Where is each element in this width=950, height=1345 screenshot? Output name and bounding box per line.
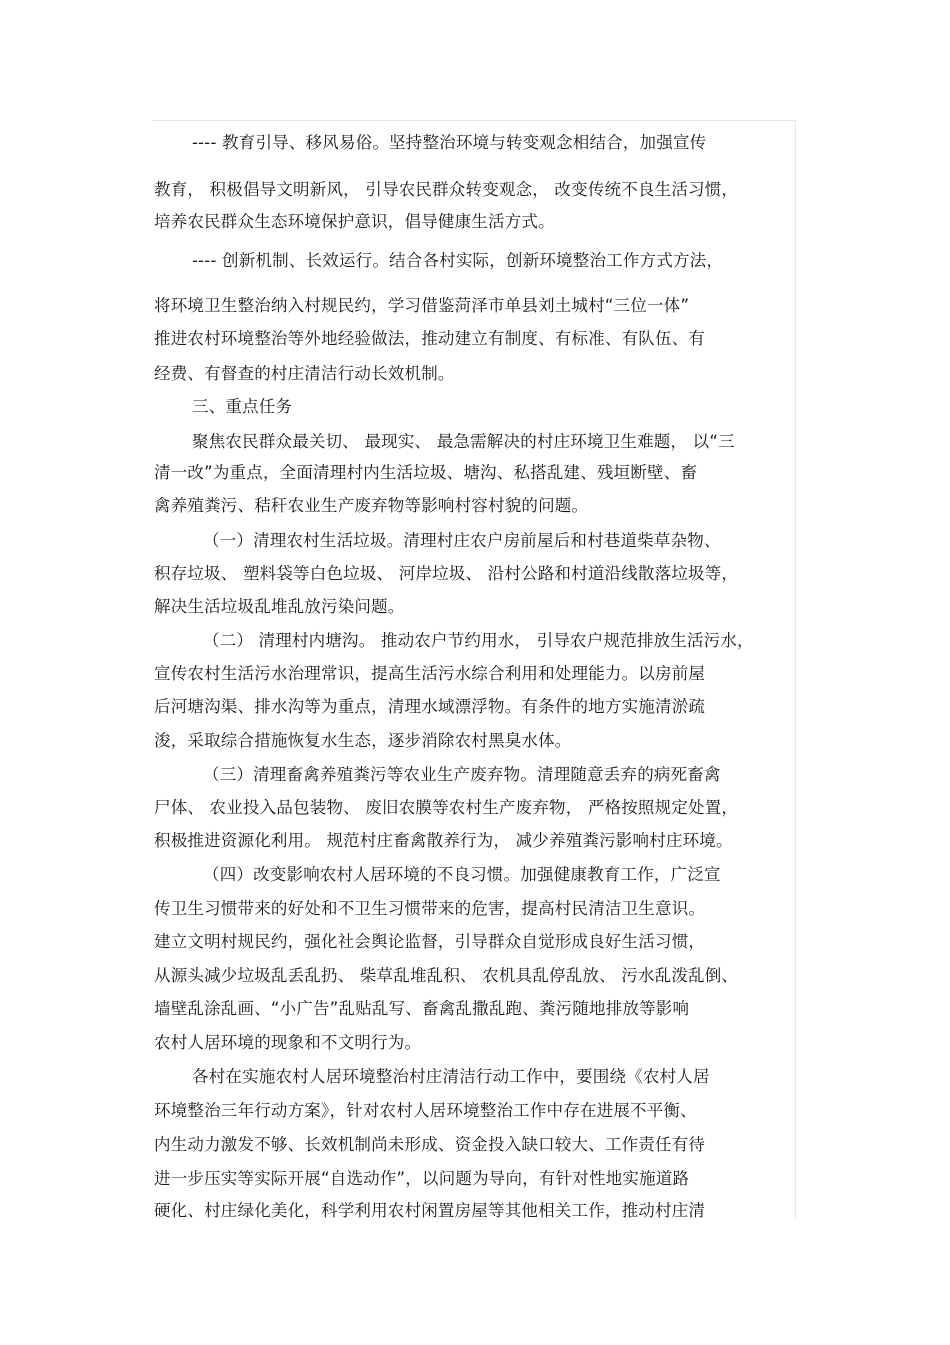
text-line: 将环境卫生整治纳入村规民约，学习借鉴菏泽市单县刘土城村“三位一体” [154,296,690,315]
text-line: 宣传农村生活污水治理常识，提高生活污水综合利用和处理能力。以房前屋 [154,664,706,683]
text-line: ---- 创新机制、长效运行。结合各村实际，创新环境整治工作方式方法， [192,251,724,270]
text-line: 培养农民群众生态环境保护意识，倡导健康生活方式。 [154,212,555,231]
text-line: 积极推进资源化利用。 规范村庄畜禽散养行为， 减少养殖粪污影响村庄环境。 [154,831,733,850]
text-line: 积存垃圾、 塑料袋等白色垃圾、 河岸垃圾、 沿村公路和村道沿线散落垃圾等， [154,564,739,583]
text-line: 农村人居环境的现象和不文明行为。 [154,1033,422,1052]
text-line: 聚焦农民群众最关切、 最现实、 最急需解决的村庄环境卫生难题， 以“三 [192,432,735,451]
text-line: 经费、有督查的村庄清洁行动长效机制。 [154,364,455,383]
text-line: 环境整治三年行动方案》，针对农村人居环境整治工作中存在进展不平衡、 [154,1101,697,1120]
text-line: 传卫生习惯带来的好处和不卫生习惯带来的危害，提高村民清洁卫生意识。 [154,899,706,918]
text-line: （三）清理畜禽养殖粪污等农业生产废弃物。清理随意丢弃的病死畜禽 [203,765,721,784]
text-line: 教育， 积极倡导文明新风， 引导农民群众转变观念， 改变传统不良生活习惯， [154,180,739,199]
text-line: （一）清理农村生活垃圾。清理村庄农户房前屋后和村巷道柴草杂物、 [203,531,721,550]
text-line: （二） 清理村内塘沟。 推动农户节约用水， 引导农户规范排放生活污水， [203,631,754,650]
text-line: 禽养殖粪污、秸秆农业生产废弃物等影响村容村貌的问题。 [154,496,589,515]
text-line: 硬化、村庄绿化美化，科学利用农村闲置房屋等其他相关工作，推动村庄清 [154,1201,706,1220]
text-line: 墙壁乱涂乱画、“小广告”乱贴乱写、畜禽乱撒乱跑、粪污随地排放等影响 [154,999,690,1018]
text-line: （四）改变影响农村人居环境的不良习惯。加强健康教育工作，广泛宣 [203,865,721,884]
text-line: 推进农村环境整治等外地经验做法，推动建立有制度、有标准、有队伍、有 [154,329,706,348]
text-line: 各村在实施农村人居环境整治村庄清洁行动工作中，要围绕《农村人居 [192,1067,710,1086]
text-line: 内生动力激发不够、长效机制尚未形成、资金投入缺口较大、工作责任有待 [154,1135,706,1154]
text-line: 浚，采取综合措施恢复水生态，逐步消除农村黑臭水体。 [154,731,572,750]
section-heading: 三、重点任务 [192,397,293,416]
text-line: 尸体、 农业投入品包装物、 废旧农膜等农村生产废弃物， 严格按照规定处置， [154,798,739,817]
text-line: 进一步压实等实际开展“自选动作”，以问题为导向，有针对性地实施道路 [154,1169,690,1188]
text-line: 后河塘沟渠、排水沟等为重点，清理水域漂浮物。有条件的地方实施清淤疏 [154,697,706,716]
text-line: 建立文明村规民约，强化社会舆论监督，引导群众自觉形成良好生活习惯， [154,932,706,951]
text-line: 解决生活垃圾乱堆乱放污染问题。 [154,597,405,616]
text-line: 从源头减少垃圾乱丢乱扔、 柴草乱堆乱积、 农机具乱停乱放、 污水乱泼乱倒、 [154,966,739,985]
text-line: 清一改”为重点，全面清理村内生活垃圾、塘沟、私搭乱建、残垣断壁、畜 [154,463,698,482]
text-line: ---- 教育引导、移风易俗。坚持整治环境与转变观念相结合，加强宣传 [192,133,707,152]
